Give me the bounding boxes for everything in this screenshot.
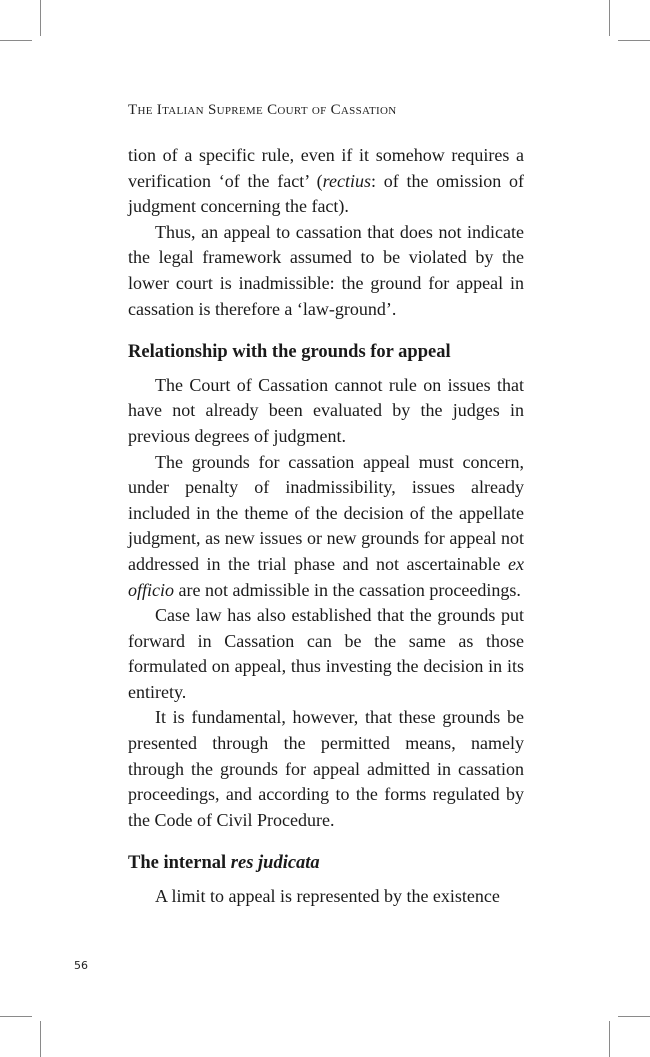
crop-mark-top-right [609, 0, 610, 36]
paragraph: It is fundamental, however, that these grounds be presented through the permitted means, namely through the grounds for appeal admitted in cassation proceedings, and according to the forms regulated by the Code of Civil Procedure. [128, 707, 524, 830]
crop-mark-left-top [0, 40, 32, 41]
crop-mark-right-bottom [618, 1016, 650, 1017]
crop-mark-top-left [40, 0, 41, 36]
paragraph: Case law has also established that the grounds put forward in Cassation can be the same as those formulated on appeal, thus investing the decision in its entirety. [128, 605, 524, 702]
paragraph: The Court of Cassation cannot rule on issues that have not already been evaluated by the judges in previous degrees of judgment. [128, 374, 524, 446]
body-text [128, 143, 524, 910]
section-heading: The internal res judicata [128, 853, 320, 874]
italic-term: rectius [322, 170, 371, 191]
section-heading: Relationship with the grounds for appeal [128, 342, 451, 363]
crop-mark-bottom-right [609, 1021, 610, 1057]
page-number: 56 [74, 959, 88, 972]
crop-mark-right-top [618, 40, 650, 41]
paragraph: A limit to appeal is represented by the existence [155, 886, 500, 907]
paragraph: Thus, an appeal to cassation that does not indicate the legal framework assumed to be violated by the lower court is inadmissible: the ground for appeal in cassation is therefore a ‘law-ground’. [128, 221, 524, 319]
crop-mark-left-bottom [0, 1016, 32, 1017]
crop-mark-bottom-left [40, 1021, 41, 1057]
italic-term: res judicata [230, 853, 320, 874]
paragraph: tion of a specific rule, even if it somehow requires a verification ‘of the fact’ (rectius: of the omission of judgment concerning the fact). [128, 145, 524, 217]
italic-term: ex officio [128, 553, 524, 600]
paragraph: The grounds for cassation appeal must concern, under penalty of inadmissibility, issues already included in the theme of the decision of the appellate judgment, as new issues or new grounds for appeal not addressed in the trial phase and not ascertainable ex officio are not admissible in the cassation proceedings. [128, 451, 524, 600]
running-head: The Italian Supreme Court of Cassation [128, 102, 397, 118]
